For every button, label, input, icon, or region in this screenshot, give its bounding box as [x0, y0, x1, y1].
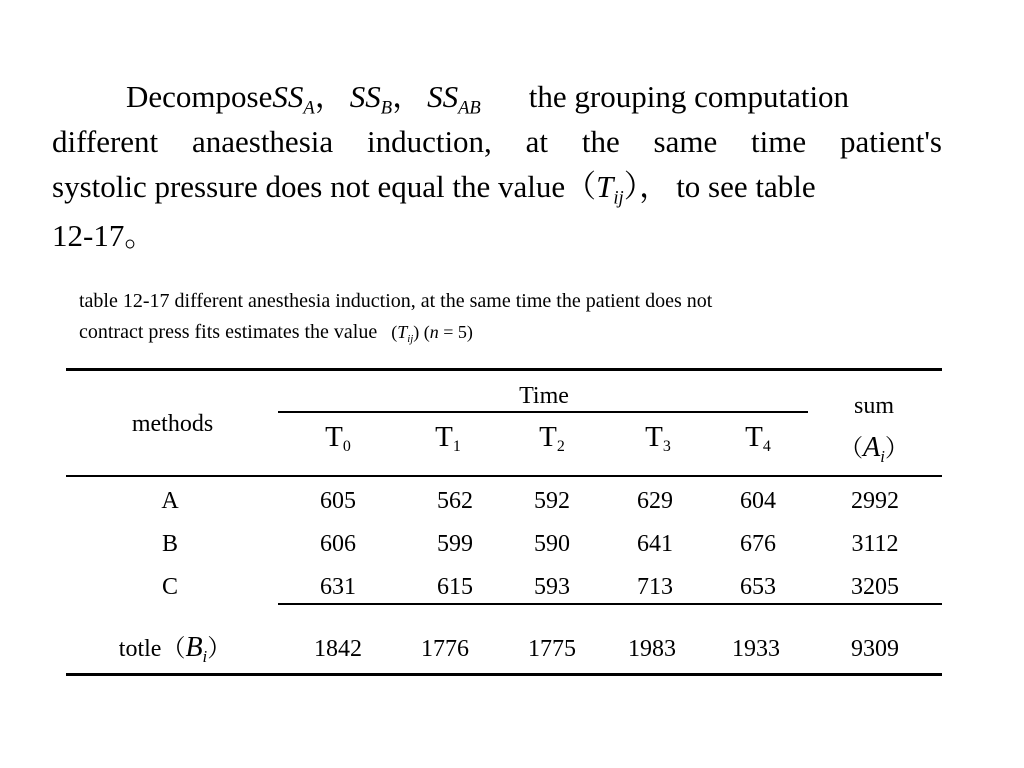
body-bottom-rule: [278, 603, 942, 605]
paragraph-line-4: 12-17。: [52, 218, 156, 253]
table-cell: 641: [637, 531, 673, 557]
caption-formula: $(T_{ij}) (n = 5)$: [391, 322, 473, 345]
ss-a-formula: $SS_A$: [272, 79, 315, 119]
table-cell: 615: [437, 574, 473, 600]
table-cell: 562: [437, 488, 473, 514]
row-sum: 3205: [851, 574, 899, 600]
table-cell: 653: [740, 574, 776, 600]
table-cell: 593: [534, 574, 570, 600]
table-top-rule: [66, 368, 942, 371]
time-underline: [278, 411, 808, 413]
header-sum: sum: [853, 393, 894, 419]
row-method: A: [161, 488, 179, 514]
row-sum: 3112: [851, 531, 899, 557]
paragraph-line-2: different anaesthesia induction, at the same time patient's: [52, 124, 942, 159]
table-cell: 590: [534, 531, 570, 557]
paren: ），: [623, 169, 671, 204]
time-point-label: $T_3$: [645, 421, 671, 455]
total-cell: 1842: [314, 636, 362, 662]
table-cell: 605: [320, 488, 356, 514]
total-cell: 1983: [628, 636, 676, 662]
total-cell: 1776: [421, 636, 469, 662]
header-sum-symbol: $(A_i)$: [839, 432, 909, 466]
row-method: C: [161, 574, 178, 600]
table-cell: 599: [437, 531, 473, 557]
paren: （: [565, 169, 597, 204]
table-cell: 713: [637, 574, 673, 600]
time-point-label: $T_2$: [539, 421, 565, 455]
total-sum: 9309: [851, 636, 899, 662]
header-time: Time: [519, 383, 569, 409]
table-cell: 629: [637, 488, 673, 514]
total-row-label: $totle(B_i)$: [118, 632, 232, 666]
paragraph-text: systolic pressure does not equal the value: [52, 169, 566, 204]
separator: ，: [314, 79, 346, 114]
ss-ab-formula: $SS_{AB}$: [427, 79, 481, 119]
header-methods: methods: [131, 411, 214, 437]
paragraph-text: the grouping computation: [528, 79, 850, 114]
caption-line-1: table 12-17 different anesthesia induction, at the same time the patient does not: [79, 290, 713, 312]
separator: ，: [392, 79, 424, 114]
table-cell: 592: [534, 488, 570, 514]
table-bottom-rule: [66, 673, 942, 676]
time-point-label: $T_1$: [435, 421, 461, 455]
row-sum: 2992: [851, 488, 899, 514]
row-method: B: [161, 531, 178, 557]
paragraph-text: to see table: [676, 169, 816, 204]
table-cell: 676: [740, 531, 776, 557]
table-cell: 604: [740, 488, 776, 514]
time-point-label: $T_0$: [325, 421, 351, 455]
t-ij-formula: $T_{ij}$: [596, 169, 624, 209]
time-point-label: $T_4$: [745, 421, 771, 455]
table-cell: 631: [320, 574, 356, 600]
table-cell: 606: [320, 531, 356, 557]
ss-b-formula: $SS_B$: [349, 79, 393, 119]
paragraph-text: Decompose: [126, 79, 273, 114]
total-cell: 1933: [732, 636, 780, 662]
header-bottom-rule: [66, 475, 942, 477]
caption-text: contract press fits estimates the value: [79, 321, 378, 343]
total-cell: 1775: [528, 636, 576, 662]
